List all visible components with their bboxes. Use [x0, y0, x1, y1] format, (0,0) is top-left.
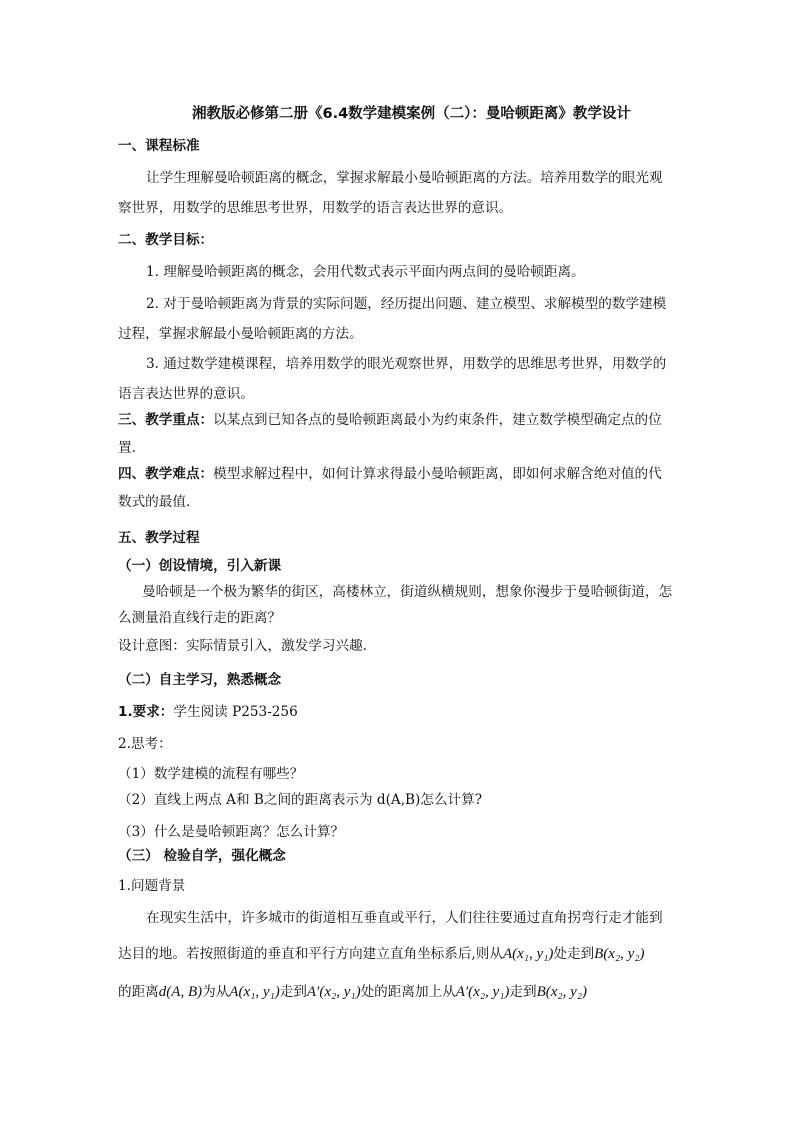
subsection-heading-1: （一）创设情境，引入新课	[118, 558, 282, 574]
document-title: 湘教版必修第二册《6.4数学建模案例（二）：曼哈顿距离》教学设计	[192, 106, 631, 122]
think-label: 2.思考：	[118, 736, 172, 752]
requirement-label: 1.要求：	[118, 704, 174, 720]
paragraph-line: 让学生理解曼哈顿距离的概念，掌握求解最小曼哈顿距离的方法。培养用数学的眼光观	[146, 170, 663, 186]
requirement-text: 学生阅读 P253-256	[173, 704, 298, 720]
section-heading-process: 五、教学过程	[118, 530, 200, 546]
requirement-line	[118, 702, 298, 722]
point-a-prime-formula: A′(x₂, y₁)	[455, 984, 510, 1000]
key-point-line	[118, 410, 662, 430]
paragraph-line: 置.	[118, 440, 136, 456]
design-intent: 设计意图：实际情景引入，激发学习兴趣.	[118, 638, 368, 654]
section-heading-key-points: 三、教学重点：	[118, 412, 214, 428]
point-b-formula: B(x₂, y₂)	[594, 946, 645, 962]
objective-item-2: 2. 对于曼哈顿距离为背景的实际问题，经历提出问题、建立模型、求解模型的数学建模	[146, 296, 667, 312]
paragraph-line: 语言表达世界的意识。	[118, 386, 254, 402]
section-heading-standard: 一、课程标准	[118, 138, 200, 154]
question-2: （2）直线上两点 A和 B之间的距离表示为 d(A,B)怎么计算?	[118, 792, 483, 808]
objective-item-3: 3. 通过数学建模课程，培养用数学的眼光观察世界，用数学的思维思考世界，用数学的	[146, 356, 667, 372]
distance-formula: d(A, B)	[158, 984, 203, 1000]
paragraph-line: 么测量沿直线行走的距离？	[118, 610, 282, 626]
paragraph-line: 察世界，用数学的思维思考世界，用数学的语言表达世界的意识。	[118, 200, 513, 216]
background-label: 1.问题背景	[118, 878, 186, 894]
point-a-prime-formula: A′(x₂, y₁)	[306, 984, 361, 1000]
question-1: （1）数学建模的流程有哪些？	[118, 766, 304, 782]
key-point-text: 以某点到已知各点的曼哈顿距离最小为约束条件，建立数学模型确定点的位	[213, 412, 662, 428]
paragraph-line: 过程，掌握求解最小曼哈顿距离的方法。	[118, 326, 363, 342]
paragraph-line: 曼哈顿是一个极为繁华的街区，高楼林立，街道纵横规则，想象你漫步于曼哈顿街道，怎	[142, 584, 673, 600]
subsection-heading-3: （三） 检验自学，强化概念	[118, 848, 286, 864]
point-b-formula: B(x₂, y₂)	[536, 984, 588, 1000]
question-3: （3）什么是曼哈顿距离？怎么计算？	[118, 824, 345, 840]
difficulty-line	[118, 464, 662, 484]
section-heading-difficulties: 四、教学难点：	[118, 466, 214, 482]
subsection-heading-2: （二）自主学习，熟悉概念	[118, 672, 282, 688]
objective-item-1: 1. 理解曼哈顿距离的概念，会用代数式表示平面内两点间的曼哈顿距离。	[146, 264, 585, 280]
paragraph-line: 数式的最值.	[118, 494, 191, 510]
point-a-formula: A(x₁, y₁)	[229, 984, 280, 1000]
paragraph-line: 达目的地。若按照街道的垂直和平行方向建立直角坐标系后,则从A(x₁, y₁)处走到B(x₂, y₂)	[118, 946, 645, 962]
difficulty-text: 模型求解过程中，如何计算求得最小曼哈顿距离，即如何求解含绝对值的代	[213, 466, 662, 482]
section-heading-objectives: 二、教学目标：	[118, 232, 214, 248]
paragraph-line: 的距离d(A, B)为从A(x₁, y₁)走到A′(x₂, y₁)处的距离加上从A′(x₂, y₁)走到B(x₂, y₂)	[118, 984, 588, 1000]
paragraph-line: 在现实生活中，许多城市的街道相互垂直或平行，人们往往要通过直角拐弯行走才能到	[146, 910, 663, 926]
point-a-formula: A(x₁, y₁)	[502, 946, 554, 962]
